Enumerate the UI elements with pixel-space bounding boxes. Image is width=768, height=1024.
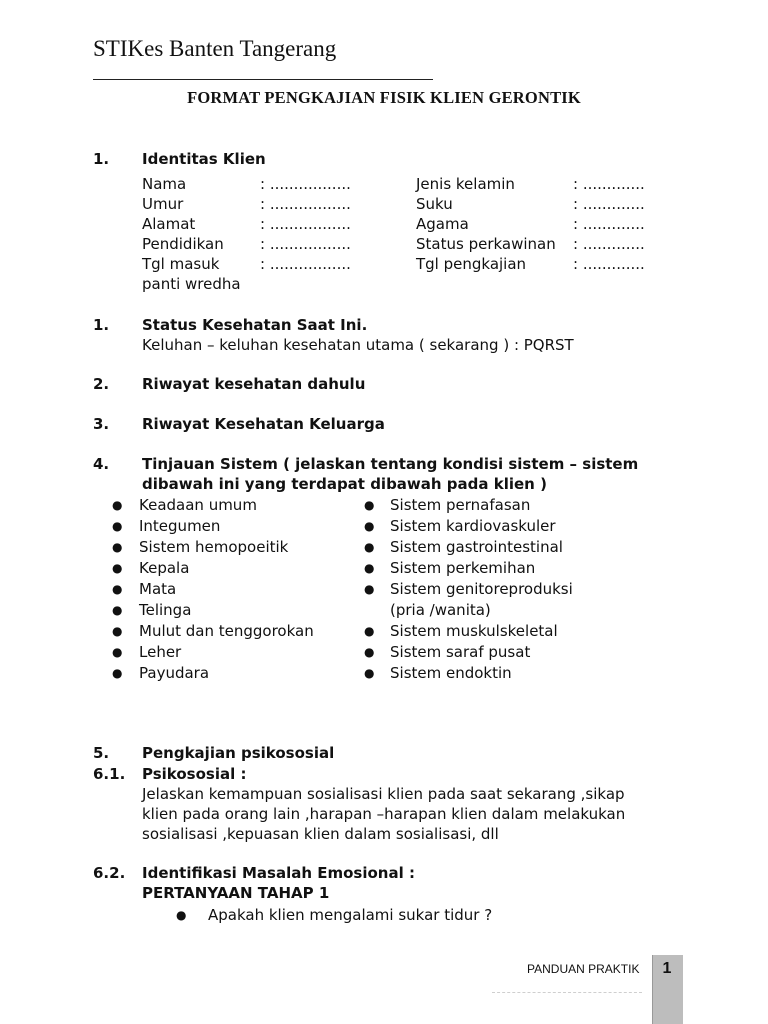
section-heading-psikososial: Pengkajian psikososial [142,744,335,762]
list-item: Sistem kardiovaskuler [390,517,556,535]
field-label-umur: Umur [142,195,184,213]
section-heading-tinjauan-line2: dibawah ini yang terdapat dibawah pada klien ) [142,475,547,493]
field-label-suku: Suku [416,195,453,213]
section-heading-status: Status Kesehatan Saat Ini. [142,316,368,334]
bullet-icon: ● [112,582,123,596]
bullet-icon: ● [364,645,375,659]
institution-name: STIKes Banten Tangerang [93,36,337,61]
paragraph-line: klien pada orang lain ,harapan –harapan klien dalam melakukan [142,805,626,823]
field-blank: : ................. [260,255,351,273]
document-title: FORMAT PENGKAJIAN FISIK KLIEN GERONTIK [187,88,581,107]
section-number: 1. [93,316,110,334]
field-label-tgl-pengkajian: Tgl pengkajian [416,255,527,273]
field-label-nama: Nama [142,175,187,193]
bullet-icon: ● [364,540,375,554]
list-item: Sistem muskulskeletal [390,622,558,640]
subsection-heading-psikososial: Psikososial : [142,765,247,783]
bullet-icon: ● [112,666,123,680]
section-number: 5. [93,744,110,762]
field-label-alamat: Alamat [142,215,196,233]
list-item: Kepala [139,559,190,577]
field-blank: : ............. [573,235,645,253]
list-item: Integumen [139,517,221,535]
bullet-icon: ● [112,645,123,659]
bullet-icon: ● [112,540,123,554]
list-item: Sistem perkemihan [390,559,536,577]
bullet-icon: ● [364,624,375,638]
list-item: Leher [139,643,182,661]
list-item: Mata [139,580,177,598]
list-item-continuation: (pria /wanita) [390,601,491,619]
field-blank: : ............. [573,195,645,213]
list-item: Mulut dan tenggorokan [139,622,314,640]
list-item: Keadaan umum [139,496,257,514]
bullet-icon: ● [364,498,375,512]
field-blank: : ................. [260,195,351,213]
bullet-icon: ● [364,582,375,596]
section-number: 1. [93,150,110,168]
bullet-icon: ● [364,561,375,575]
section-text-status: Keluhan – keluhan kesehatan utama ( sekarang ) : PQRST [142,336,574,354]
paragraph-line: Jelaskan kemampuan sosialisasi klien pada saat sekarang ,sikap [142,785,625,803]
section-number: 3. [93,415,110,433]
field-blank: : ................. [260,175,351,193]
subsection-number: 6.1. [93,765,126,783]
field-label-status-perkawinan: Status perkawinan [416,235,556,253]
bullet-icon: ● [364,519,375,533]
list-item: Telinga [139,601,192,619]
bullet-icon: ● [176,908,187,922]
section-heading-tinjauan-line1: Tinjauan Sistem ( jelaskan tentang kondisi sistem – sistem [142,455,639,473]
footer-divider [492,992,642,993]
section-heading-identitas: Identitas Klien [142,150,266,168]
field-label-pendidikan: Pendidikan [142,235,224,253]
bullet-icon: ● [112,498,123,512]
list-item: Sistem endoktin [390,664,512,682]
field-label-tgl-masuk: Tgl masuk [142,255,220,273]
list-item: Payudara [139,664,210,682]
list-item: Sistem gastrointestinal [390,538,563,556]
field-blank: : ............. [573,215,645,233]
stage-heading: PERTANYAAN TAHAP 1 [142,884,330,902]
section-number: 2. [93,375,110,393]
list-item: Sistem saraf pusat [390,643,531,661]
page-number: 1 [662,960,672,977]
field-blank: : ................. [260,235,351,253]
question-item: Apakah klien mengalami sukar tidur ? [208,906,493,924]
field-label-continuation: panti wredha [142,275,241,293]
footer-label: PANDUAN PRAKTIK [527,962,640,976]
field-blank: : ............. [573,175,645,193]
field-label-agama: Agama [416,215,469,233]
header-underline [93,79,433,80]
paragraph-line: sosialisasi ,kepuasan klien dalam sosialisasi, dll [142,825,499,843]
subsection-heading-emosional: Identifikasi Masalah Emosional : [142,864,415,882]
subsection-number: 6.2. [93,864,126,882]
list-item: Sistem hemopoeitik [139,538,289,556]
section-heading-riwayat-dahulu: Riwayat kesehatan dahulu [142,375,366,393]
section-heading-riwayat-keluarga: Riwayat Kesehatan Keluarga [142,415,385,433]
field-label-jenis-kelamin: Jenis kelamin [416,175,515,193]
bullet-icon: ● [364,666,375,680]
bullet-icon: ● [112,561,123,575]
bullet-icon: ● [112,603,123,617]
list-item: Sistem genitoreproduksi [390,580,573,598]
list-item: Sistem pernafasan [390,496,531,514]
bullet-icon: ● [112,519,123,533]
bullet-icon: ● [112,624,123,638]
section-number: 4. [93,455,110,473]
field-blank: : ............. [573,255,645,273]
field-blank: : ................. [260,215,351,233]
